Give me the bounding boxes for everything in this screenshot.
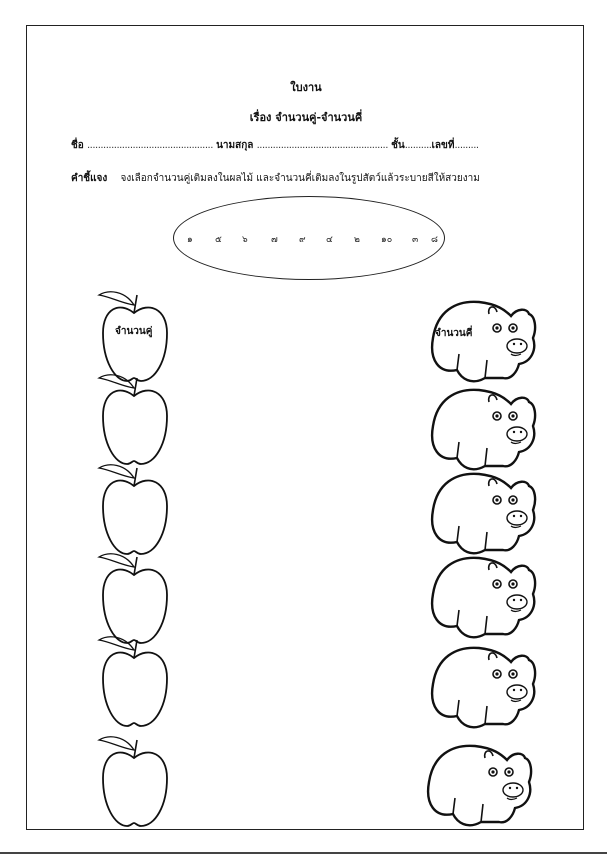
number-item: ๘ bbox=[431, 235, 438, 245]
number-item: ๗ bbox=[271, 235, 278, 245]
name-blank[interactable]: ............................................... bbox=[86, 140, 213, 151]
worksheet-subject: เรื่อง จำนวนคู่-จำนวนคี่ bbox=[249, 111, 363, 124]
hippo-icon[interactable] bbox=[427, 550, 539, 642]
apple-icon[interactable] bbox=[97, 634, 171, 732]
class-label: ชั้น bbox=[391, 140, 405, 151]
number-item: ๙ bbox=[299, 235, 306, 245]
number-item: ๖ bbox=[242, 235, 248, 245]
number-item: ๑๐ bbox=[381, 235, 393, 245]
instruction-label: คำชี้แจง bbox=[71, 173, 108, 184]
apple-icon[interactable] bbox=[97, 372, 171, 470]
hippo-icon[interactable] bbox=[427, 466, 539, 558]
animal-label: จำนวนคี่ bbox=[435, 328, 473, 339]
surname-label: นามสกุล bbox=[216, 140, 254, 151]
student-info-line bbox=[71, 138, 551, 153]
number-item: ๕ bbox=[215, 235, 222, 245]
apple-icon[interactable] bbox=[97, 734, 171, 832]
worksheet-page bbox=[26, 25, 584, 830]
name-label: ชื่อ bbox=[71, 140, 84, 151]
hippo-icon[interactable] bbox=[427, 382, 539, 474]
fruit-label: จำนวนคู่ bbox=[115, 326, 153, 337]
number-label: เลขที่ bbox=[431, 140, 455, 151]
worksheet-title: ใบงาน bbox=[290, 81, 322, 94]
page-bottom-divider bbox=[0, 852, 607, 854]
apple-icon[interactable] bbox=[97, 462, 171, 560]
number-item: ๓ bbox=[412, 235, 419, 245]
number-item: ๑ bbox=[187, 235, 193, 245]
instruction-line bbox=[71, 171, 480, 186]
number-item: ๔ bbox=[326, 235, 333, 245]
hippo-icon[interactable] bbox=[427, 640, 539, 732]
number-item: ๒ bbox=[354, 235, 360, 245]
number-blank[interactable]: ......... bbox=[454, 140, 479, 151]
class-blank[interactable]: .......... bbox=[404, 140, 432, 151]
number-bank bbox=[187, 232, 447, 248]
hippo-icon[interactable] bbox=[423, 738, 535, 830]
surname-blank[interactable]: ................................................. bbox=[256, 140, 388, 151]
instruction-text: จงเลือกจำนวนคู่เติมลงในผลไม้ และจำนวนคี่เติมลงในรูปสัตว์แล้วระบายสีให้สวยงาม bbox=[120, 173, 480, 184]
